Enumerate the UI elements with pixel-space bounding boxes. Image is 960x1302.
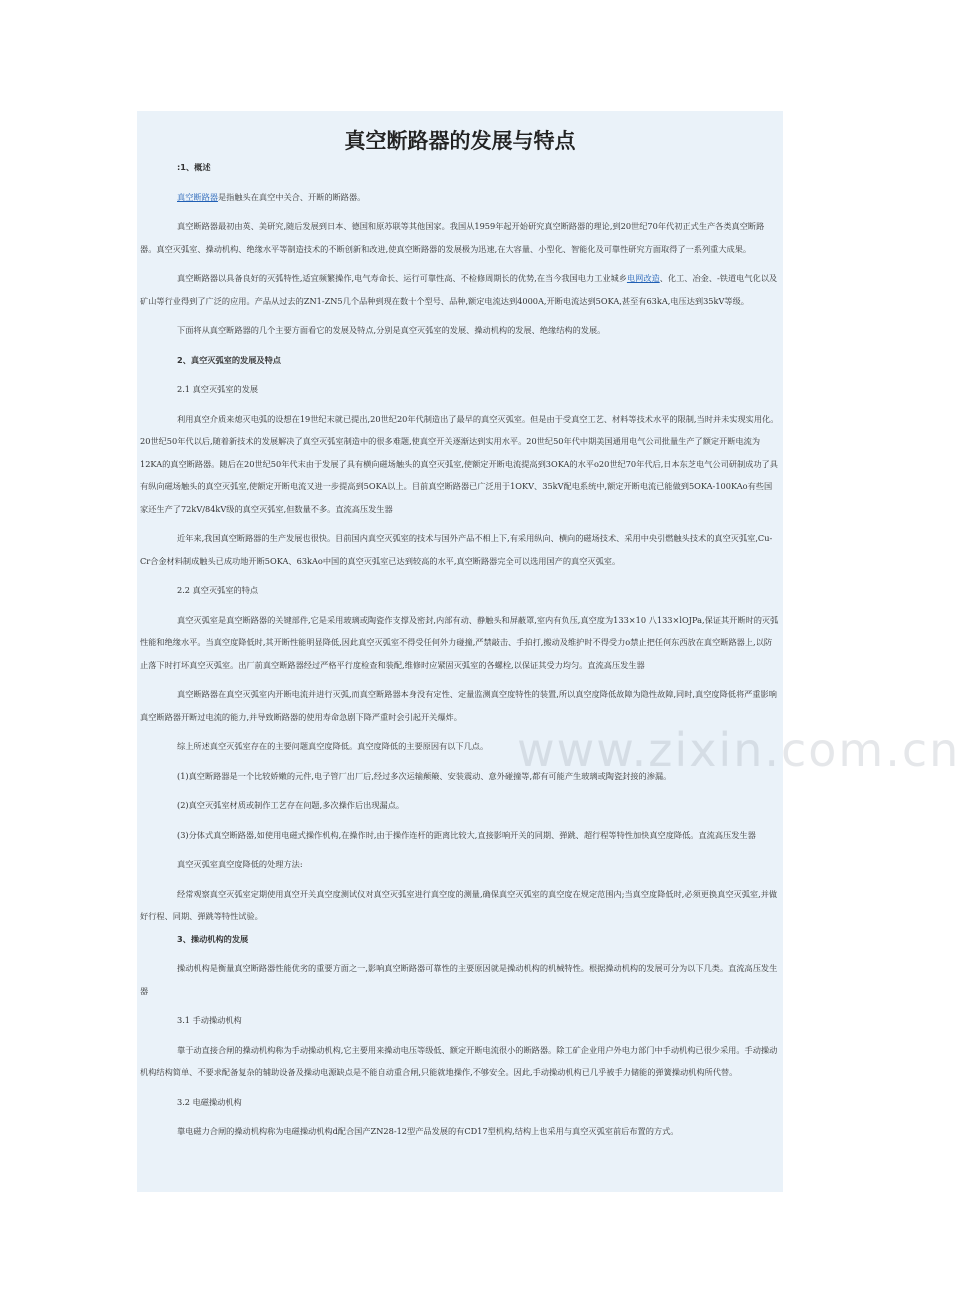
paragraph [140, 186, 780, 209]
section-heading: 2、真空灭弧室的发展及特点 [177, 354, 281, 365]
paragraph-text: 、化工、冶金、-铁道电气化以及矿山等行业得到了广泛的应用。产品从过去的ZN1-ZN5几个品种到现在数十个型号、品种,额定电流达到4000A,开断电流达到5OKA,甚至有63kA,电压达到35kV等级。 [140, 273, 778, 306]
paragraph: 2.2 真空灭弧室的特点 [177, 585, 259, 595]
page-title: 真空断路器的发展与特点 [344, 129, 576, 153]
section-heading: :1、概述 [177, 162, 211, 172]
document-panel [137, 111, 960, 1192]
term-link[interactable]: 真空断路器 [177, 191, 218, 202]
paragraph: 3.1 手动操动机构 [177, 1015, 242, 1025]
paragraph-text: 是指触头在真空中关合、开断的断路器。 [217, 191, 366, 202]
paragraph: (3)分体式真空断路器,如使用电磁式操作机构,在操作时,由于操作连杆的距离比较大,直接影响开关的同期、弹跳、超行程等特性加快真空度降低。直流高压发生器 [177, 829, 756, 840]
paragraph: 经常观察真空灭弧室定期使用真空开关真空度测试仪对真空灭弧室进行真空度的测量,确保真空灭弧室的真空度在规定范围内;当真空度降低时,必须更换真空灭弧室,并做好行程、同期、弹跳等特性试验。 [140, 888, 778, 921]
term-link[interactable]: 电网改造 [626, 273, 660, 283]
paragraph: 3.2 电磁操动机构 [177, 1096, 242, 1107]
paragraph-text: 真空断路器以具备良好的灭弧特性,适宜频繁操作,电气寿命长、运行可靠性高、不检修周期长的优势,在当今我国电力工业城乡 [177, 273, 627, 283]
paragraph: 真空断路器在真空灭弧室内开断电流并进行灭弧,而真空断路器本身没有定性、定量监测真空度特性的装置,所以真空度降低故障为隐性故障,同时,真空度降低将严重影响真空断路器开断过电流的能力,并导致断路器的使用寿命急剧下降严重时会引起开关爆炸。 [140, 689, 777, 722]
paragraph: 真空灭弧室真空度降低的处理方法: [177, 859, 303, 869]
document-body [137, 156, 783, 1143]
paragraph: 靠于动直接合闸的操动机构称为手动操动机构,它主要用来操动电压等级低、额定开断电流很小的断路器。除工矿企业用户外电力部门中手动机构已很少采用。手动操动机构结构简单、不要求配备复杂的辅助设备及操动电源缺点是不能自动重合闸,只能就地操作,不够安全。因此,手动操动机构已几乎被手力储能的弹簧操动机构所代替。 [140, 1044, 778, 1077]
section-heading: 3、操动机构的发展 [177, 933, 249, 944]
paragraph: 靠电磁力合闸的操动机构称为电磁操动机构d配合国产ZN28-12型产品发展的有CD17型机构,结构上也采用与真空灭弧室前后布置的方式。 [177, 1126, 679, 1136]
paragraph: 真空灭弧室是真空断路器的关键部件,它是采用玻璃或陶瓷作支撑及密封,内部有动、静触头和屏蔽罩,室内有负压,真空度为133×10 八133×lOJPa,保证其开断时的灭弧性能和绝缘水平。当真空度降低时,其开断性能明显降低,因此真空灭弧室不得受任何外力碰撞,严禁敲击、手拍打,搬动及维护时不得受力o禁止把任何东西放在真空断路器上,以防止落下时打坏真空灭弧室。出厂前真空断路器经过严格平行度检查和装配,维修时应紧固灭弧室的各螺栓,以保证其受力均匀。直流高压发生器 [140, 614, 779, 670]
paragraph: (2)真空灭弧室材质或制作工艺存在问题,多次操作后出现漏点。 [177, 800, 405, 810]
paragraph: 2.1 真空灭弧室的发展 [177, 384, 259, 394]
paragraph: 综上所述真空灭弧室存在的主要问题真空度降低。真空度降低的主要原因有以下几点。 [177, 741, 489, 751]
paragraph: 真空断路器最初由英、美研究,随后发展到日本、德国和原苏联等其他国家。我国从1959年起开始研究真空断路器的理论,到20世纪70年代初正式生产各类真空断路器。真空灭弧室、操动机构、绝缘水平等制造技术的不断创新和改进,使真空断路器的发展极为迅速,在大容量、小型化、智能化及可靠性研究方面取得了一系列重大成果。 [140, 221, 765, 254]
paragraph: 操动机构是衡量真空断路器性能优劣的重要方面之一,影响真空断路器可靠性的主要原因就是操动机构的机械特性。根据操动机构的发展可分为以下几类。直流高压发生器 [140, 963, 778, 996]
paragraph: 下面将从真空断路器的几个主要方面看它的发展及特点,分别是真空灭弧室的发展、操动机构的发展、绝缘结构的发展。 [177, 325, 606, 335]
paragraph: (1)真空断路器是一个比较娇嫩的元件,电子管厂出厂后,经过多次运输颠簸、安装震动、意外碰撞等,都有可能产生玻璃或陶瓷封接的渗漏。 [177, 770, 672, 781]
paragraph [140, 267, 780, 312]
watermark: www.zixin.com.cn [517, 723, 960, 777]
paragraph: 利用真空介质来熄灭电弧的设想在19世纪末就已提出,20世纪20年代制造出了最早的真空灭弧室。但是由于受真空工艺、材料等技术水平的限制,当时并未实现实用化。20世纪50年代以后,随着新技术的发展解决了真空灭弧室制造中的很多难题,使真空开关逐渐达到实用水平。20世纪50年代中期美国通用电气公司批量生产了额定开断电流为12KA的真空断路器。随后在20世纪50年代末由于发展了具有横向磁场触头的真空灭弧室,使额定开断电流提高到3OKA的水平o20世纪70年代后,日本东芝电气公司研制成功了具有纵向磁场触头的真空灭弧室,使额定开断电流又进一步提高到5OKA以上。目前真空断路器已广泛用于1OKV、35kV配电系统中,额定开断电流已能做到5OKA-100KAo有些国家还生产了72kV/84kV级的真空灭弧室,但数量不多。直流高压发生器 [140, 413, 779, 514]
paragraph: 近年来,我国真空断路器的生产发展也很快。目前国内真空灭弧室的技术与国外产品不相上下,有采用纵向、横向的磁场技术、采用中央引燃触头技术的真空灭弧室,Cu-Cr合金材料制成触头已成功地开断5OKA、63kAo中国的真空灭弧室已达到较高的水平,真空断路器完全可以选用国产的真空灭弧室。 [140, 533, 773, 566]
